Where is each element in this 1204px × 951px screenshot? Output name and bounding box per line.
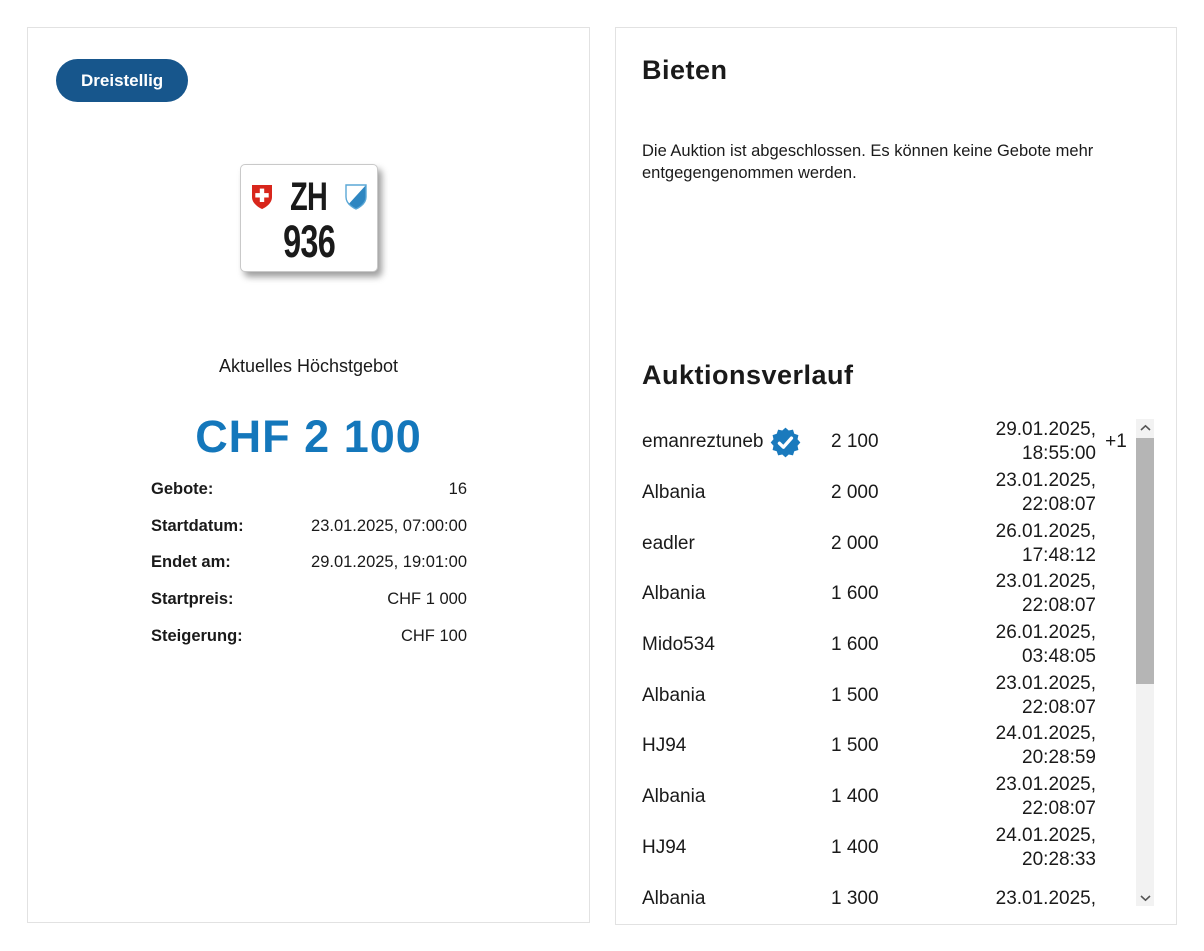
bid-time: 22:08:07 <box>1022 494 1096 516</box>
bid-user <box>642 482 831 504</box>
bid-history-row <box>642 468 1136 519</box>
bid-user <box>642 685 831 707</box>
current-bid-amount: CHF 2 100 <box>195 411 422 462</box>
bid-history-row <box>642 772 1136 823</box>
bid-username: HJ94 <box>642 735 687 757</box>
bid-user <box>642 583 831 605</box>
category-badge-label: Dreistellig <box>81 70 164 90</box>
bid-amount: 1 400 <box>831 786 879 808</box>
bid-user <box>642 735 831 757</box>
scrollbar-down-arrow-icon[interactable] <box>1136 889 1154 906</box>
detail-value: 16 <box>448 479 467 498</box>
bid-username: Albania <box>642 482 706 504</box>
bid-date: 23.01.2025, <box>995 672 1096 694</box>
detail-label: Gebote: <box>151 479 214 498</box>
bid-date: 23.01.2025, <box>995 887 1096 909</box>
bid-amount: 2 000 <box>831 482 879 504</box>
bid-username: eadler <box>642 532 695 554</box>
bid-history-row <box>642 873 1136 909</box>
plate-number: 936 <box>283 216 335 267</box>
bid-date: 23.01.2025, <box>995 571 1096 593</box>
bid-user <box>642 888 831 909</box>
bid-history-row <box>642 518 1136 569</box>
bid-user <box>642 634 831 656</box>
detail-value: 29.01.2025, 19:01:00 <box>311 553 467 572</box>
bid-time: 20:28:59 <box>1022 747 1096 769</box>
bid-history-row <box>642 417 1136 468</box>
auction-details <box>151 471 467 655</box>
detail-label: Startpreis: <box>151 590 234 609</box>
bid-amount: 1 300 <box>831 887 879 909</box>
bid-time: 17:48:12 <box>1022 544 1096 566</box>
bid-history-row <box>642 721 1136 772</box>
category-badge <box>56 59 188 102</box>
bid-user <box>642 837 831 859</box>
scrollbar-thumb[interactable] <box>1136 438 1154 684</box>
bid-datetime <box>881 824 1096 872</box>
bid-username: HJ94 <box>642 836 687 858</box>
bid-datetime <box>881 520 1096 568</box>
history-scrollbar[interactable] <box>1136 419 1154 906</box>
bid-amount: 1 400 <box>831 836 879 858</box>
detail-label: Startdatum: <box>151 516 244 535</box>
bid-user <box>642 427 831 458</box>
bid-time: 22:08:07 <box>1022 798 1096 820</box>
bid-history-row <box>642 620 1136 671</box>
bid-amount: 2 000 <box>831 532 879 554</box>
bid-username: Albania <box>642 684 706 706</box>
detail-label: Endet am: <box>151 553 231 572</box>
zurich-canton-shield-icon <box>344 183 368 211</box>
bid-username: Albania <box>642 583 706 605</box>
bid-date: 26.01.2025, <box>995 622 1096 644</box>
bid-history-row <box>642 670 1136 721</box>
bid-username: emanreztuneb <box>642 431 764 453</box>
bid-history-row <box>642 569 1136 620</box>
current-bid-caption: Aktuelles Höchstgebot <box>218 356 399 376</box>
bidding-panel <box>615 27 1177 925</box>
bid-username: Mido534 <box>642 634 715 656</box>
detail-row-steigerung <box>151 618 467 655</box>
bid-datetime <box>881 722 1096 770</box>
bid-date: 24.01.2025, <box>995 824 1096 846</box>
bid-time: 22:08:07 <box>1022 595 1096 617</box>
detail-value: CHF 1 000 <box>387 590 467 609</box>
bid-user <box>642 786 831 808</box>
bid-time: 18:55:00 <box>1022 443 1096 465</box>
bid-extra: +1 <box>1105 431 1127 453</box>
bid-user <box>642 533 831 555</box>
bid-datetime <box>881 887 1096 909</box>
bid-datetime <box>881 570 1096 618</box>
detail-value: CHF 100 <box>400 627 467 646</box>
detail-row-endet-am <box>151 545 467 582</box>
plate-canton-code: ZH <box>290 174 328 219</box>
detail-row-startdatum <box>151 508 467 545</box>
bid-history-row <box>642 823 1136 874</box>
bid-date: 23.01.2025, <box>995 774 1096 796</box>
license-plate <box>240 164 378 272</box>
bid-time: 03:48:05 <box>1022 646 1096 668</box>
bid-datetime <box>881 672 1096 720</box>
detail-row-startpreis <box>151 581 467 618</box>
bid-amount: 2 100 <box>831 431 879 453</box>
bid-amount: 1 600 <box>831 634 879 656</box>
bid-time: 20:28:33 <box>1022 848 1096 870</box>
bid-datetime <box>881 621 1096 669</box>
scrollbar-up-arrow-icon[interactable] <box>1136 419 1154 436</box>
bid-date: 23.01.2025, <box>995 470 1096 492</box>
bieten-title: Bieten <box>642 55 728 85</box>
auction-history-list[interactable] <box>642 417 1136 909</box>
bid-time: 22:08:07 <box>1022 696 1096 718</box>
bid-date: 26.01.2025, <box>995 520 1096 542</box>
bid-datetime <box>881 418 1096 466</box>
bid-username: Albania <box>642 786 706 808</box>
bid-amount: 1 500 <box>831 684 879 706</box>
bid-date: 24.01.2025, <box>995 723 1096 745</box>
auction-item-panel <box>27 27 590 923</box>
swiss-cross-shield-icon <box>250 183 274 211</box>
bid-datetime <box>881 773 1096 821</box>
bid-date: 29.01.2025, <box>995 419 1096 441</box>
bid-amount: 1 500 <box>831 735 879 757</box>
auction-closed-message: Die Auktion ist abgeschlossen. Es können keine Gebote mehr entgegengenommen werden. <box>642 142 1094 182</box>
detail-label: Steigerung: <box>151 627 243 646</box>
verified-badge-icon <box>770 427 801 458</box>
detail-value: 23.01.2025, 07:00:00 <box>311 516 467 535</box>
auction-history-title: Auktionsverlauf <box>642 360 854 390</box>
detail-row-gebote <box>151 471 467 508</box>
bid-username: Albania <box>642 887 706 909</box>
bid-datetime <box>881 469 1096 517</box>
bid-amount: 1 600 <box>831 583 879 605</box>
